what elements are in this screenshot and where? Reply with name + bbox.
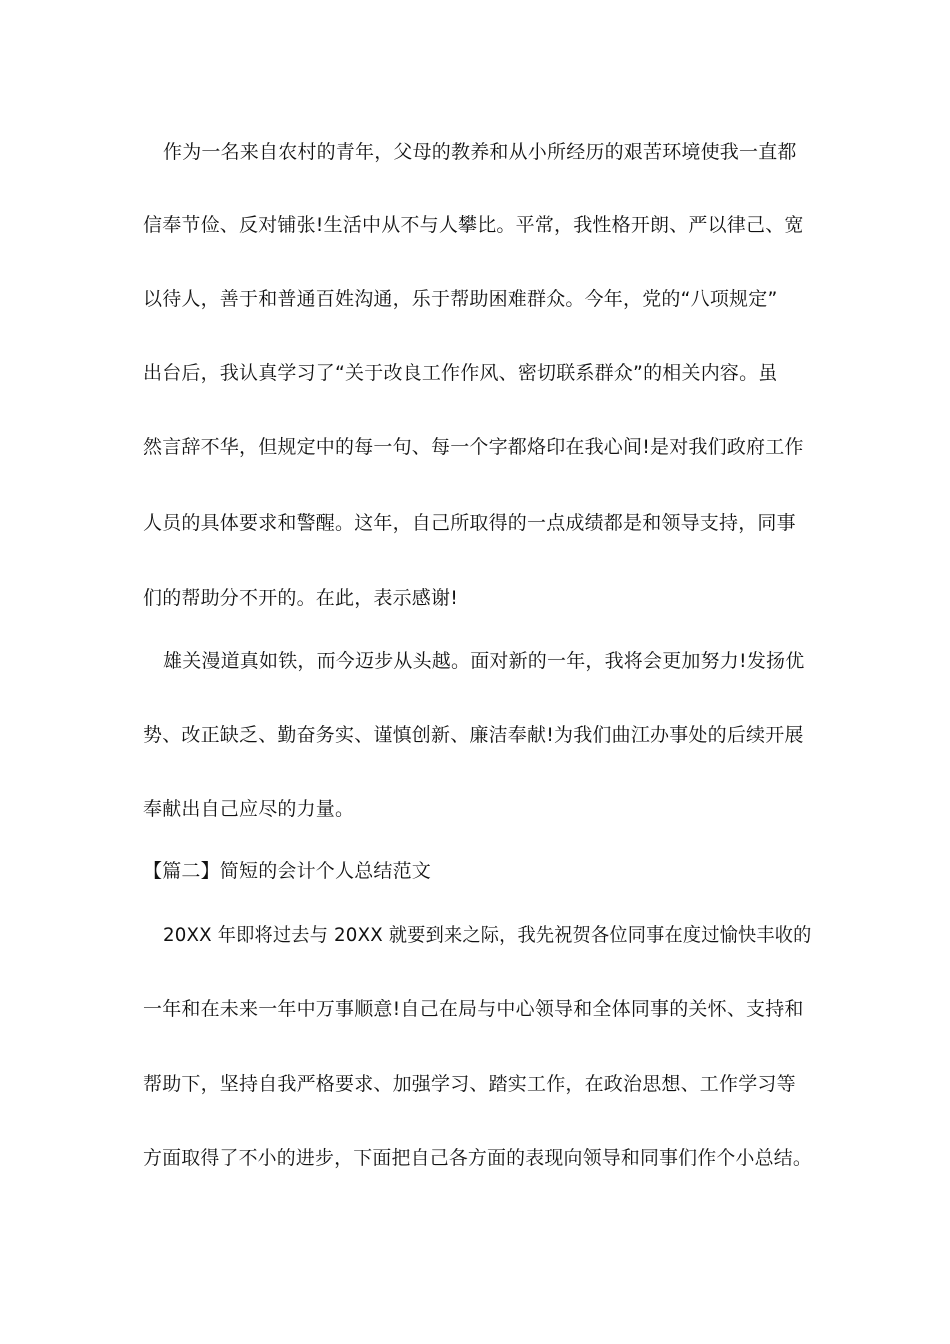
paragraph-3-line-2: 一年和在未来一年中万事顺意!自己在局与中心领导和全体同事的关怀、支持和 bbox=[143, 998, 804, 1020]
paragraph-2-line-1: 雄关漫道真如铁，而今迈步从头越。面对新的一年，我将会更加努力!发扬优 bbox=[163, 650, 805, 672]
paragraph-2-line-2: 势、改正缺乏、勤奋务实、谨慎创新、廉洁奉献!为我们曲江办事处的后续开展 bbox=[143, 724, 804, 746]
paragraph-1-line-2: 信奉节俭、反对铺张!生活中从不与人攀比。平常，我性格开朗、严以律己、宽 bbox=[143, 214, 804, 236]
paragraph-3-line-1: 20XX 年即将过去与 20XX 就要到来之际，我先祝贺各位同事在度过愉快丰收的 bbox=[163, 924, 812, 946]
paragraph-1-line-7: 们的帮助分不开的。在此，表示感谢! bbox=[143, 587, 459, 609]
paragraph-1-line-1: 作为一名来自农村的青年，父母的教养和从小所经历的艰苦环境使我一直都 bbox=[163, 141, 797, 163]
section-heading: 【篇二】简短的会计个人总结范文 bbox=[143, 860, 432, 882]
paragraph-3-line-4: 方面取得了不小的进步，下面把自己各方面的表现向领导和同事们作个小总结。 bbox=[143, 1147, 812, 1169]
paragraph-1-line-5: 然言辞不华，但规定中的每一句、每一个字都烙印在我心间!是对我们政府工作 bbox=[143, 436, 804, 458]
paragraph-1-line-6: 人员的具体要求和警醒。这年，自己所取得的一点成绩都是和领导支持，同事 bbox=[143, 512, 796, 534]
paragraph-1-line-3: 以待人，善于和普通百姓沟通，乐于帮助困难群众。今年，党的“八项规定” bbox=[143, 288, 778, 310]
paragraph-1-line-4: 出台后，我认真学习了“关于改良工作作风、密切联系群众”的相关内容。虽 bbox=[143, 362, 778, 384]
paragraph-2-line-3: 奉献出自己应尽的力量。 bbox=[143, 798, 355, 820]
paragraph-3-line-3: 帮助下，坚持自我严格要求、加强学习、踏实工作，在政治思想、工作学习等 bbox=[143, 1073, 796, 1095]
